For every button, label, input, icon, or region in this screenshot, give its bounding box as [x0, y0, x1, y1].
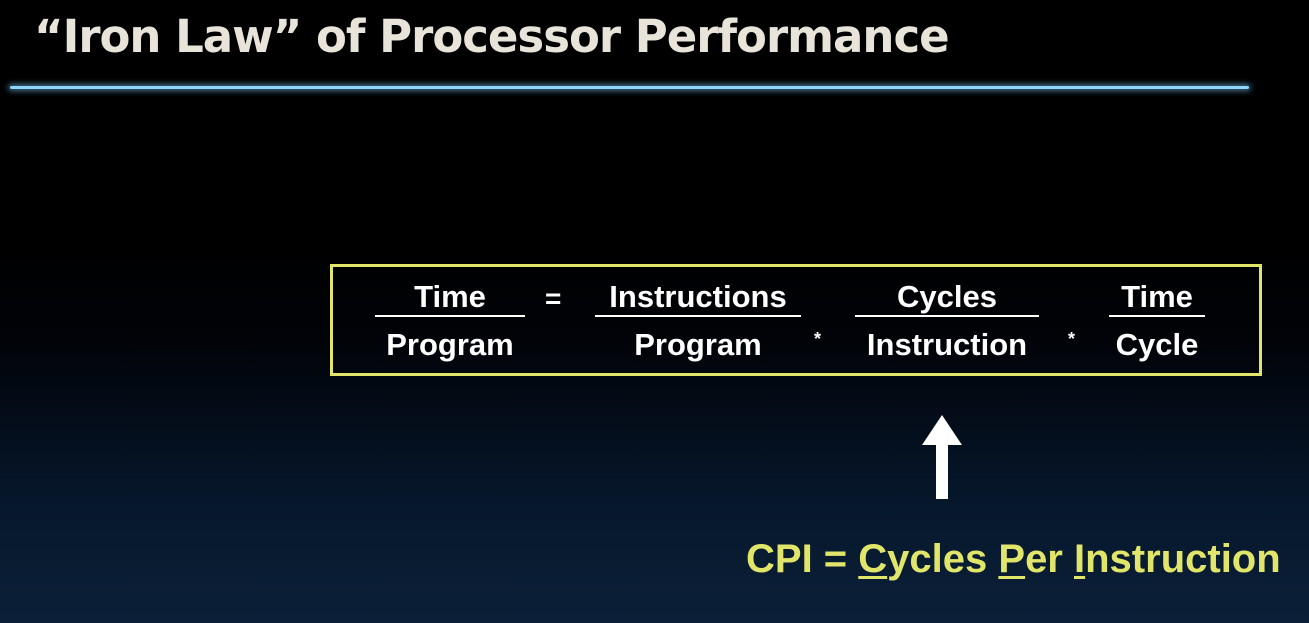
slide-title: “Iron Law” of Processor Performance — [34, 10, 949, 63]
instructions-numerator: Instructions — [595, 281, 801, 317]
cpi-definition — [746, 537, 1281, 582]
equals-sign: = — [545, 283, 562, 314]
lhs-denominator: Program — [386, 327, 514, 362]
arrow-up-icon — [922, 415, 962, 499]
program-denominator: Program — [634, 327, 762, 362]
multiply-sign-1: * — [814, 329, 822, 349]
cpi-prefix: CPI = — [746, 537, 859, 581]
time-numerator: Time — [1109, 281, 1205, 317]
multiply-sign-2: * — [1068, 329, 1076, 349]
cpi-initial-c: C — [858, 537, 888, 581]
lhs-fraction — [375, 281, 525, 365]
iron-law-formula-box — [330, 264, 1262, 376]
cpi-initial-p: P — [998, 537, 1026, 581]
cycles-per-instruction-fraction — [855, 281, 1039, 365]
lhs-numerator: Time — [375, 281, 525, 317]
instruction-denominator: Instruction — [866, 327, 1028, 362]
cpi-word-per-rest: er — [1025, 537, 1074, 581]
cycle-denominator: Cycle — [1115, 327, 1199, 362]
title-divider — [10, 86, 1249, 89]
cpi-initial-i: I — [1074, 537, 1086, 581]
cycles-numerator: Cycles — [855, 281, 1039, 317]
instructions-per-program-fraction — [595, 281, 801, 365]
time-per-cycle-fraction — [1109, 281, 1205, 365]
cpi-word-instruction-rest: nstruction — [1085, 537, 1281, 581]
cpi-word-cycles-rest: ycles — [887, 537, 999, 581]
